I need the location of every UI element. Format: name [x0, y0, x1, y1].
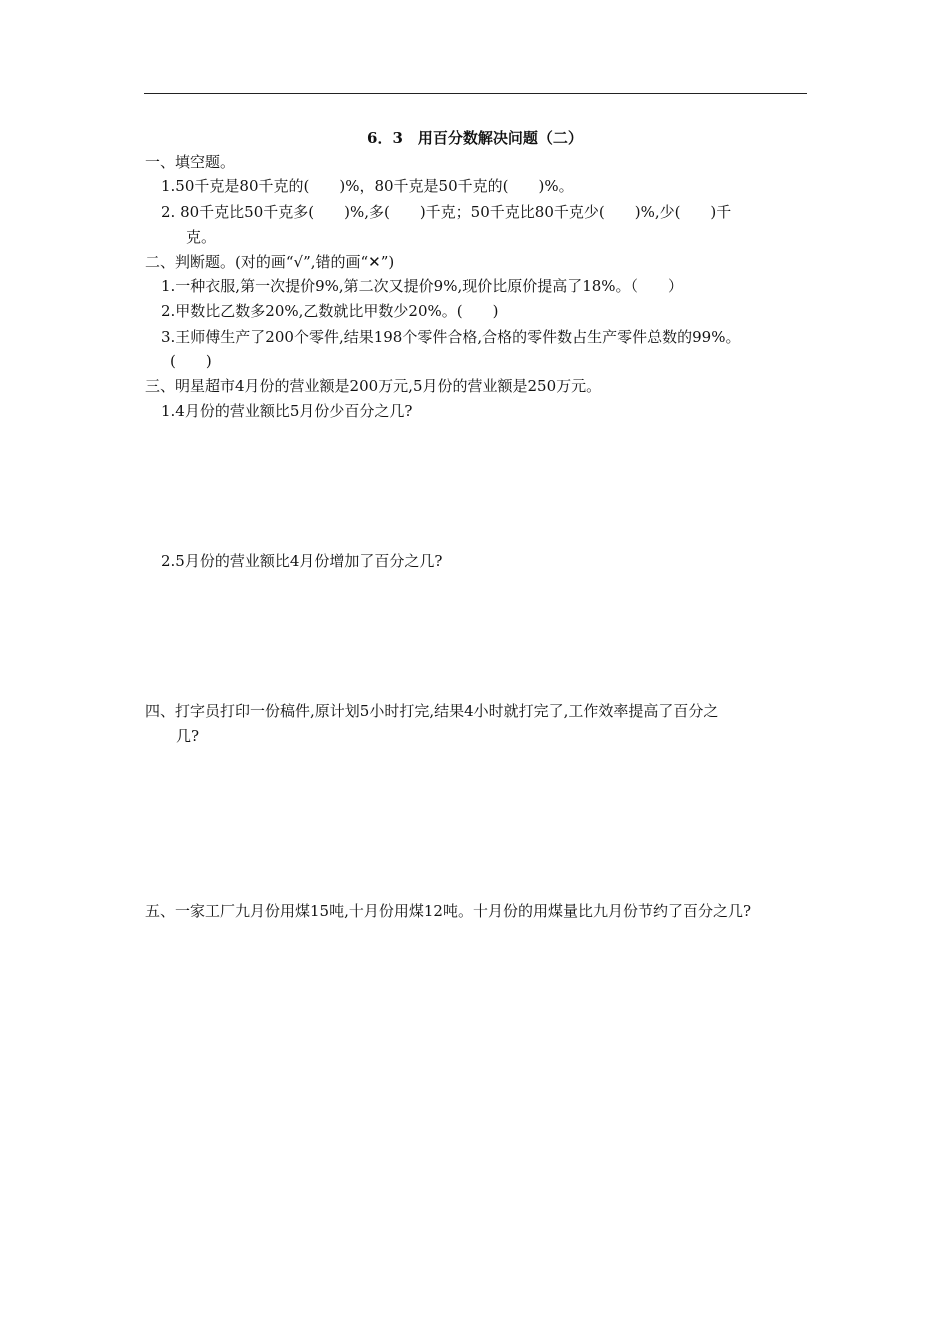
section-3-heading: 三、明星超市4月份的营业额是200万元,5月份的营业额是250万元。	[145, 377, 602, 395]
section-2-question-3-line-2: ( )	[170, 352, 212, 370]
section-2-heading: 二、判断题。(对的画“√”,错的画“✕”)	[145, 253, 395, 271]
section-1-heading: 一、填空题。	[145, 153, 236, 171]
section-1-question-1: 1.50千克是80千克的( )%，80千克是50千克的( )%。	[161, 177, 574, 195]
header-rule	[144, 93, 807, 94]
section-2-question-3-line-1: 3.王师傅生产了200个零件,结果198个零件合格,合格的零件数占生产零件总数的99%。	[161, 328, 741, 346]
section-4-line-1: 四、打字员打印一份稿件,原计划5小时打完,结果4小时就打完了,工作效率提高了百分之	[145, 702, 719, 720]
section-2-question-2: 2.甲数比乙数多20%,乙数就比甲数少20%。( )	[161, 302, 499, 320]
section-5-line-1: 五、一家工厂九月份用煤15吨,十月份用煤12吨。十月份的用煤量比九月份节约了百分之几?	[145, 902, 751, 920]
section-4-line-2: 几?	[176, 727, 200, 745]
section-3-question-2: 2.5月份的营业额比4月份增加了百分之几?	[161, 552, 443, 570]
section-2-question-1: 1.一种衣服,第一次提价9%,第二次又提价9%,现价比原价提高了18%。（ ）	[161, 277, 684, 295]
section-1-question-2-line-1: 2. 80千克比50千克多( )%,多( )千克；50千克比80千克少( )%,少( )千	[161, 203, 732, 221]
section-1-question-2-line-2: 克。	[186, 228, 217, 246]
section-3-question-1: 1.4月份的营业额比5月份少百分之几?	[161, 402, 413, 420]
page-title: 6．3 用百分数解决问题（二）	[367, 129, 583, 147]
